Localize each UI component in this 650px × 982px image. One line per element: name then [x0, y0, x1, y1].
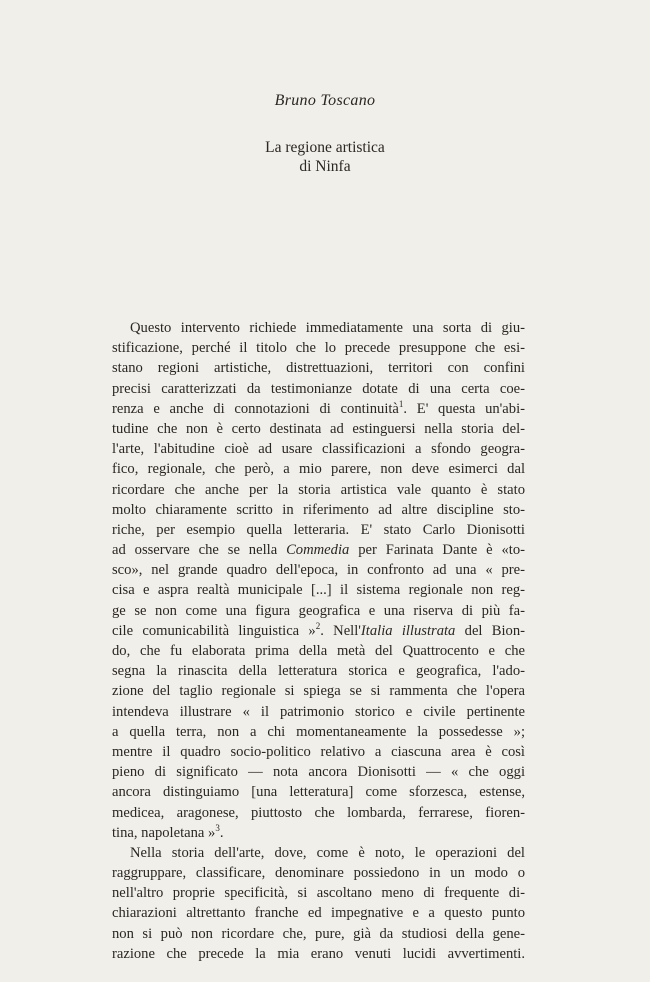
- text-line: do, che fu elaborata prima della metà del Quattrocento e che: [112, 643, 525, 659]
- text-line: zione del taglio regionale si spiega se si rammenta che l'opera: [112, 683, 525, 700]
- text-line: [112, 621, 525, 641]
- text-line: [112, 823, 525, 843]
- text-line: riche, per esempio quella letteraria. E' stato Carlo Dionisotti: [112, 521, 525, 538]
- text-run: del Bion-: [455, 622, 525, 639]
- text-run: ad osservare che se nella: [112, 542, 287, 559]
- text-line: sco», nel grande quadro dell'epoca, in confronto ad una « pre-: [112, 562, 525, 579]
- text-line: a quella terra, non a chi momentaneamente la possedesse »;: [112, 723, 525, 740]
- text-line: fico, regionale, che però, a mio parere, non deve esimerci dal: [112, 461, 525, 478]
- text-line: raggruppare, classificare, denominare possiedono in un modo o: [112, 865, 525, 882]
- essay-title: [0, 138, 650, 176]
- footnote-ref: 2: [315, 620, 321, 631]
- text-line: tudine che non è certo destinata ad estinguersi nella storia del-: [112, 420, 525, 437]
- text-line: ancora distinguiamo [una letteratura] come sforzesca, estense,: [112, 784, 525, 801]
- text-line: ricordare che anche per la storia artistica vale quanto è stato: [112, 481, 525, 498]
- text-run: tina, napoletana »: [112, 824, 216, 841]
- body-text: [112, 318, 525, 964]
- text-line: intendeva illustrare « il patrimonio storico e civile pertinente: [112, 703, 525, 720]
- text-run: . Nell': [320, 622, 361, 639]
- text-line: chiarazioni altrettanto franche ed impegnative e a questo punto: [112, 905, 525, 922]
- author-name: Bruno Toscano: [274, 92, 376, 109]
- text-line: l'arte, l'abitudine cioè ad usare classificazioni a sfondo geogra-: [112, 441, 525, 458]
- text-line: pieno di significato — nota ancora Dionisotti — « che oggi: [112, 764, 525, 781]
- text-line: Nella storia dell'arte, dove, come è noto, le operazioni del: [130, 844, 525, 861]
- text-line: cisa e aspra realtà municipale [...] il sistema regionale non reg-: [112, 582, 525, 599]
- text-line: razione che precede la mia erano venuti lucidi avvertimenti.: [112, 945, 525, 962]
- text-line: ge se non come una figura geografica e una riserva di più fa-: [112, 602, 525, 619]
- footnote-ref: 3: [215, 822, 220, 833]
- text-line: nell'altro proprie specificità, si ascoltano meno di frequente di-: [112, 885, 525, 902]
- text-line: molto chiaramente scritto in riferimento ad altre discipline sto-: [112, 501, 525, 518]
- text-line: non si può non ricordare che, pure, già da studiosi della gene-: [112, 925, 525, 942]
- work-title: Commedia: [286, 542, 350, 559]
- text-line: [112, 399, 525, 419]
- text-line: stano regioni artistiche, distrettuazioni, territori con confini: [112, 360, 525, 377]
- text-line: segna la rinascita della letteratura storica e geografica, l'ado-: [112, 663, 525, 680]
- text-line: stificazione, perché il titolo che lo precede presuppone che esi-: [112, 340, 525, 357]
- text-line: [112, 540, 525, 560]
- work-title: Italia illustrata: [360, 622, 456, 639]
- text-line: medicea, aragonese, piuttosto che lombarda, ferrarese, fioren-: [112, 804, 525, 821]
- text-run: per Farinata Dante è «to-: [349, 542, 525, 559]
- title-line: di Ninfa: [299, 158, 351, 175]
- text-run: . E' questa un'abi-: [403, 400, 525, 417]
- text-run: .: [219, 824, 224, 841]
- footnote-ref: 1: [398, 398, 404, 409]
- text-run: renza e anche di connotazioni di continuità: [112, 400, 399, 417]
- title-line: La regione artistica: [265, 139, 385, 156]
- text-run: cile comunicabilità linguistica »: [112, 622, 316, 639]
- text-line: Questo intervento richiede immediatamente una sorta di giu-: [130, 320, 525, 336]
- text-line: precisi caratterizzati da testimonianze dotate di una certa coe-: [112, 380, 525, 397]
- text-line: mentre il quadro socio-politico relativo a ciascuna area è così: [112, 743, 525, 760]
